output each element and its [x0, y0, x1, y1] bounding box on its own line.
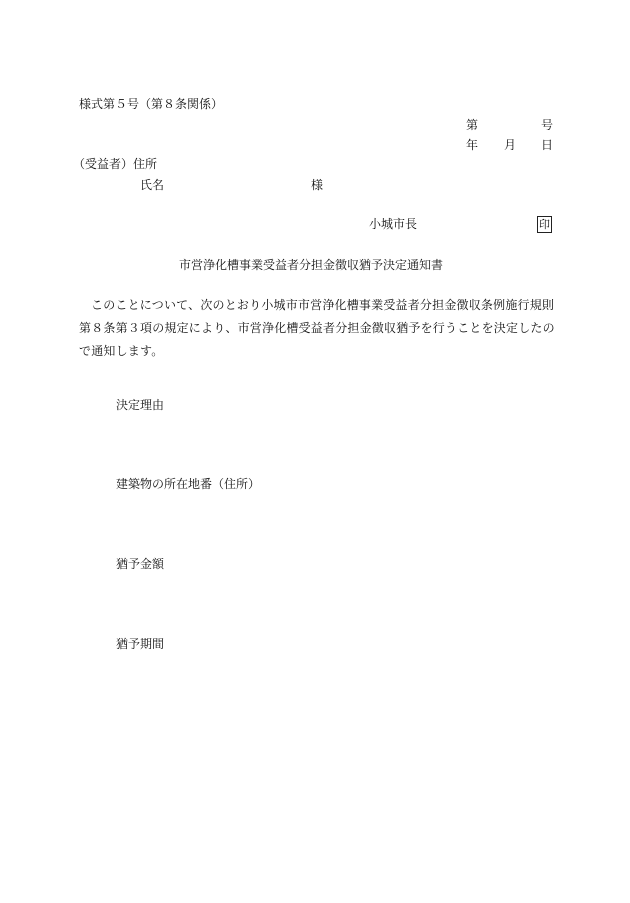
date-month: 月 [504, 138, 517, 152]
date-day: 日 [541, 138, 554, 152]
item-reason: 決定理由 [116, 398, 165, 412]
item-amount: 猶予金額 [116, 557, 165, 571]
doc-number-suffix: 号 [541, 118, 554, 132]
body-paragraph: このことについて、次のとおり小城市市営浄化槽事業受益者分担金徴収条例施行規則第８条第３項の規定により、市営浄化槽受益者分担金徴収猶予を行うことを決定したので通知します。 [79, 298, 555, 358]
item-location: 建築物の所在地番（住所） [116, 477, 261, 491]
seal-mark: 印 [539, 218, 550, 231]
doc-number-prefix: 第 [466, 118, 479, 132]
form-number: 様式第５号（第８条関係） [79, 97, 224, 111]
issuer-title: 小城市長 [369, 217, 418, 231]
recipient-address-label: （受益者）住所 [73, 157, 158, 171]
recipient-name-label: 氏名 [140, 178, 165, 192]
recipient-honorific: 様 [311, 178, 324, 192]
document-title: 市営浄化槽事業受益者分担金徴収猶予決定通知書 [179, 258, 444, 272]
date-year: 年 [466, 138, 479, 152]
item-period: 猶予期間 [116, 637, 165, 651]
